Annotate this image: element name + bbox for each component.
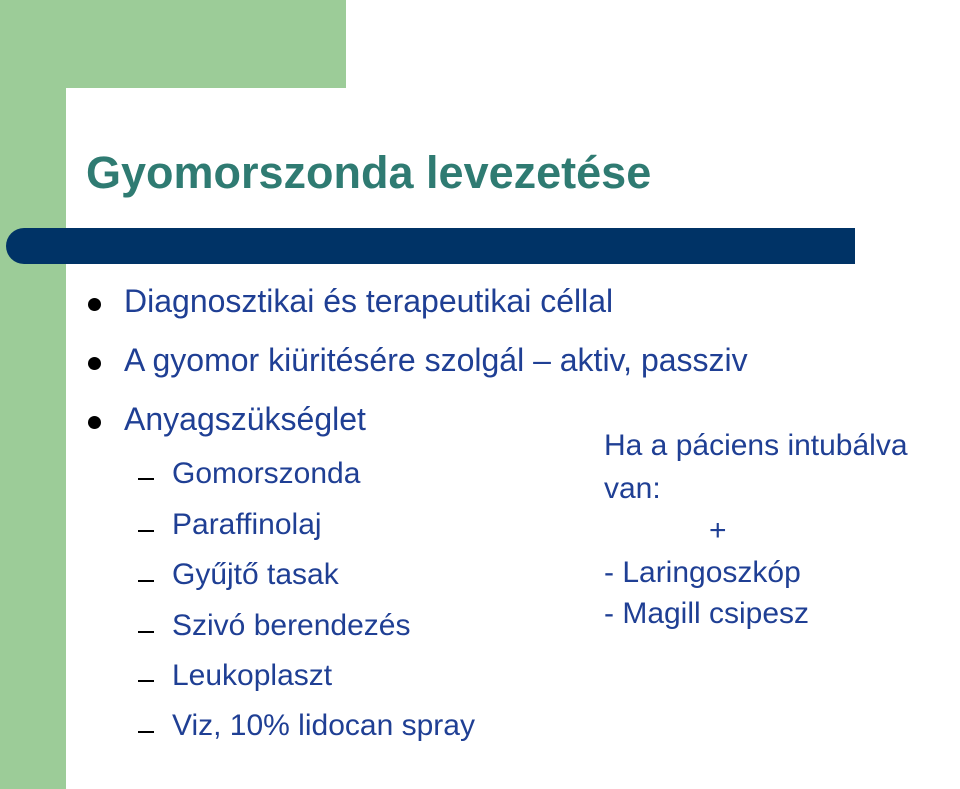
side-note-line1: Ha a páciens intubálva [604,429,908,462]
title-underline-bar [6,228,855,264]
bullet-diagnosztikai: Diagnosztikai és terapeutikai céllal [124,283,614,319]
dash-icon [138,530,154,532]
sub-item-szivo-berendezes: Szivó berendezés [172,609,411,642]
slide-title: Gyomorszonda levezetése [86,147,652,198]
dash-icon [138,731,154,733]
sub-item-viz-lidocan: Viz, 10% lidocan spray [172,709,475,742]
dash-icon [138,580,154,582]
green-side-decoration [0,0,66,789]
side-note-magill-csipesz: - Magill csipesz [604,597,810,630]
sub-item-paraffinolaj: Paraffinolaj [172,508,322,541]
bullet-anyagszukseglet: Anyagszükséglet [124,401,366,437]
dash-icon [138,478,154,480]
bullet-dot-icon [88,357,101,370]
dash-icon [138,680,154,682]
side-note-laringoszkop: - Laringoszkóp [604,556,801,589]
sub-item-gomorszonda: Gomorszonda [172,457,361,490]
side-note-plus: + [709,514,727,547]
dash-icon [138,631,154,633]
sub-item-gyujto-tasak: Gyűjtő tasak [172,558,339,591]
bullet-kiurites: A gyomor kiüritésére szolgál – aktiv, passziv [124,342,748,378]
sub-item-leukoplaszt: Leukoplaszt [172,659,333,692]
bullet-dot-icon [88,416,101,429]
green-top-decoration [0,0,346,88]
bullet-dot-icon [88,298,101,311]
side-note-line2: van: [604,472,661,505]
